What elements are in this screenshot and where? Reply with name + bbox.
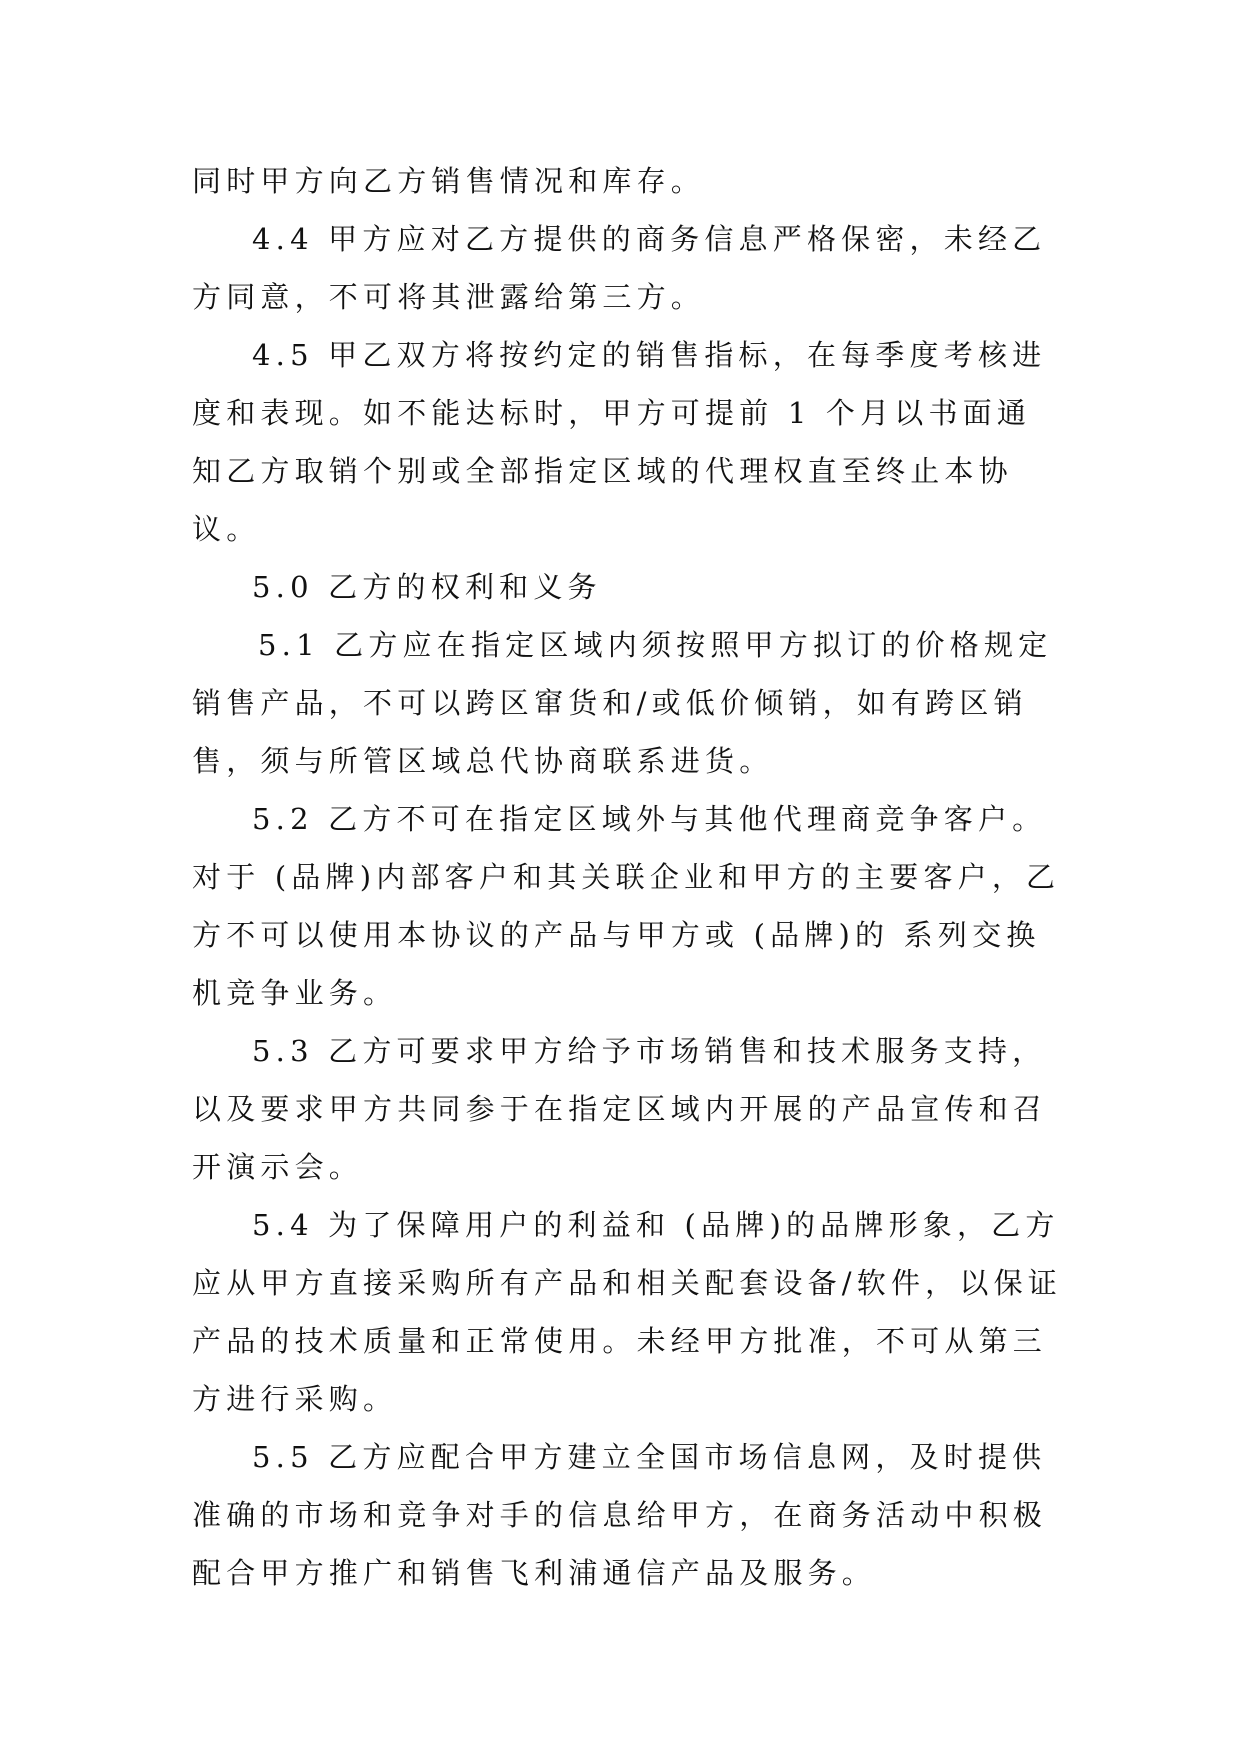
clause-5-4: 5.4 为了保障用户的利益和 (品牌)的品牌形象，乙方应从甲方直接采购所有产品和相关配套设备/软件，以保证产品的技术质量和正常使用。未经甲方批准，不可从第三方进行采购。 <box>192 1208 1062 1416</box>
paragraph-continuation: 同时甲方向乙方销售情况和库存。 <box>192 164 706 198</box>
clause-4-5: 4.5 甲乙双方将按约定的销售指标，在每季度考核进度和表现。如不能达标时，甲方可提前 1 个月以书面通知乙方取销个别或全部指定区域的代理权直至终止本协议。 <box>192 338 1047 546</box>
clause-5-5: 5.5 乙方应配合甲方建立全国市场信息网，及时提供准确的市场和竞争对手的信息给甲方，在商务活动中积极配合甲方推广和销售飞利浦通信产品及服务。 <box>192 1440 1048 1590</box>
clause-5-3: 5.3 乙方可要求甲方给予市场销售和技术服务支持，以及要求甲方共同参于在指定区域内开展的产品宣传和召开演示会。 <box>192 1034 1048 1184</box>
clause-5-2: 5.2 乙方不可在指定区域外与其他代理商竞争客户。对于 (品牌)内部客户和其关联企业和甲方的主要客户，乙方不可以使用本协议的产品与甲方或 (品牌)的 系列交换机竞争业务。 <box>192 802 1061 1010</box>
clause-4-4: 4.4 甲方应对乙方提供的商务信息严格保密，未经乙方同意，不可将其泄露给第三方。 <box>192 222 1047 314</box>
document-body <box>192 152 1062 1602</box>
section-heading-5-0: 5.0 乙方的权利和义务 <box>252 570 602 604</box>
clause-5-1: 5.1 乙方应在指定区域内须按照甲方拟订的价格规定销售产品，不可以跨区窜货和/或低价倾销，如有跨区销售，须与所管区域总代协商联系进货。 <box>192 628 1053 778</box>
